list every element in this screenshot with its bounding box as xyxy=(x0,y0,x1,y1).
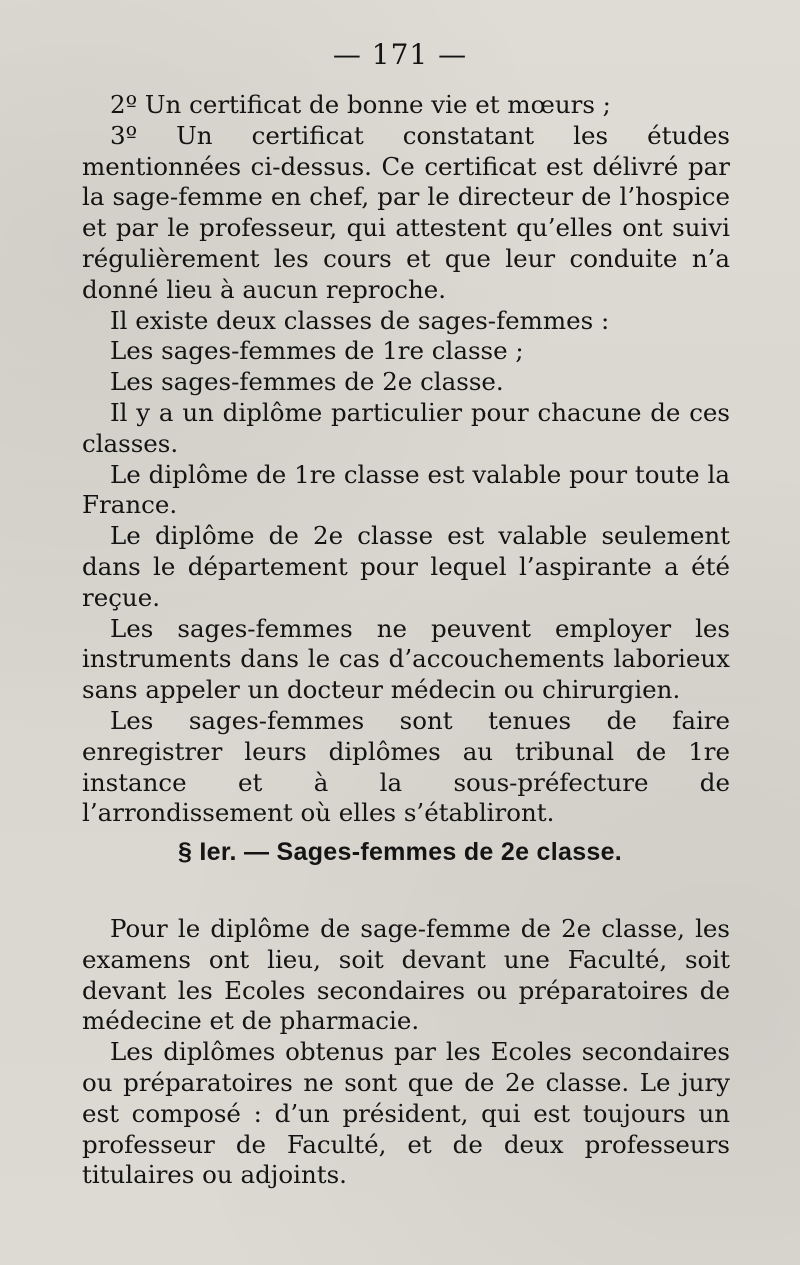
paragraph-enregistrement: Les sages-femmes sont tenues de faire enregistrer leurs diplômes au tribunal de 1re instance et à la sous-préfecture de l’arrondissement où elles s’établiront. xyxy=(82,705,730,828)
paragraph-jury: Les diplômes obtenus par les Ecoles secondaires ou préparatoires ne sont que de 2e classe. Le jury est composé : d’un président, qui est toujours un professeur de Faculté, et de deux professeurs titulaires ou adjoints. xyxy=(82,1037,730,1190)
main-text-block xyxy=(82,90,730,829)
paragraph-diplome-premiere: Le diplôme de 1re classe est valable pour toute la France. xyxy=(82,459,730,520)
paragraph-certificat-moeurs: 2º Un certificat de bonne vie et mœurs ; xyxy=(110,90,611,119)
paragraph-deuxieme-classe: Les sages-femmes de 2e classe. xyxy=(110,367,504,397)
paragraph-certificat-etudes: 3º Un certificat constatant les études mentionnées ci-dessus. Ce certificat est délivré par la sage-femme en chef, par le directeur de l’hospice et par le professeur, qui attestent qu’elles ont suivi régulièrement les cours et que leur conduite n’a donné lieu à aucun reproche. xyxy=(82,120,730,304)
paragraph-diplome-particulier: Il y a un diplôme particulier pour chacune de ces classes. xyxy=(82,397,730,458)
section-heading: § Ier. — Sages-femmes de 2e classe. xyxy=(177,838,623,866)
paragraph-premiere-classe: Les sages-femmes de 1re classe ; xyxy=(110,336,524,366)
paragraph-examens: Pour le diplôme de sage-femme de 2e classe, les examens ont lieu, soit devant une Faculté, soit devant les Ecoles secondaires ou préparatoires de médecine et de pharmacie. xyxy=(82,914,730,1036)
page-number: — 171 — xyxy=(332,38,468,71)
paragraph-instruments: Les sages-femmes ne peuvent employer les instruments dans le cas d’accouchements laborieux sans appeler un docteur médecin ou chirurgien. xyxy=(82,613,730,705)
paragraph-deux-classes: Il existe deux classes de sages-femmes : xyxy=(110,305,610,335)
section-text-block xyxy=(82,914,730,1191)
paragraph-diplome-deuxieme: Le diplôme de 2e classe est valable seulement dans le département pour lequel l’aspirante a été reçue. xyxy=(82,521,730,612)
